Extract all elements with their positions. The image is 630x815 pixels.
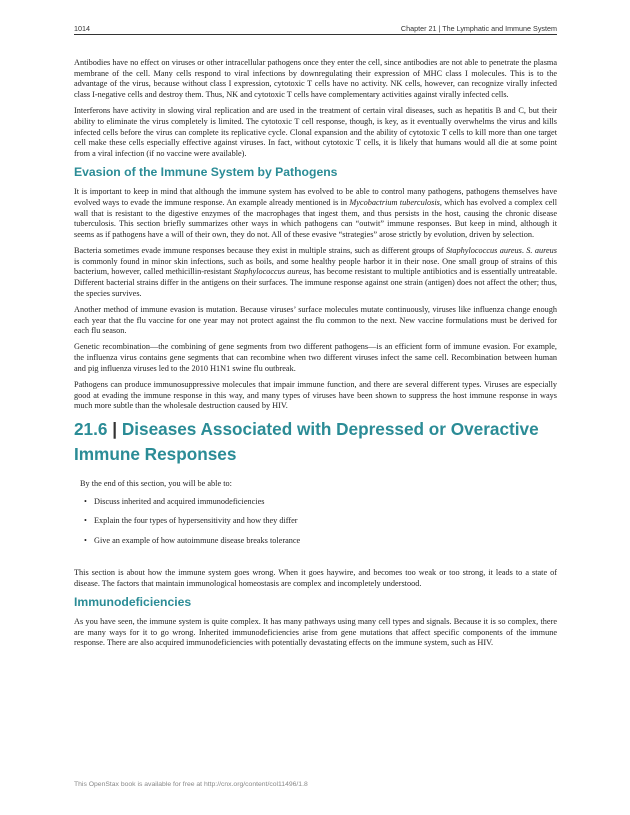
section-title-line-2: Immune Responses xyxy=(74,444,237,465)
page-footer: This OpenStax book is available for free at http://cnx.org/content/col11496/1.8 xyxy=(74,781,308,788)
section-number: 21.6 xyxy=(74,419,108,440)
bullet-icon: • xyxy=(84,516,87,526)
objective-item xyxy=(80,497,557,508)
species-name: Staphylococcus aureus xyxy=(446,246,522,256)
text-run: Bacteria sometimes evade immune responses because they exist in multiple strains, such as different groups of xyxy=(74,246,447,256)
section-intro-paragraph: This section is about how the immune system goes wrong. When it goes haywire, and becomes too weak or too strong, it leads to a state of disease. The factors that maintain immunological homeostasis are complex and incompletely understood. xyxy=(74,568,557,588)
text-run: It is important to keep in mind that although the immune system has evolved to be able to control many pathogens, pathogens themselves have evolved ways to evade the immune response. An example already mentioned is in xyxy=(74,187,557,207)
section-separator: | xyxy=(112,419,118,440)
section-heading xyxy=(74,417,557,467)
objective-text: Give an example of how autoimmune disease breaks tolerance xyxy=(94,535,301,545)
body-paragraph: Interferons have activity in slowing viral replication and are used in the treatment of certain viral diseases, such as hepatitis B and C, but their ability to eliminate the virus completely is limited. The cytotoxic T cell response, though, is key, as it eventually overwhelms the virus and kills infected cells before the virus can complete its replicative cycle. Clonal expansion and the ability of cytotoxic T cells to kill more than one target cell make these cells especially effective against viruses. In fact, without cytotoxic T cells, it is likely that humans would all die at some point from a viral infection (if no vaccine were available). xyxy=(74,106,557,159)
objectives-list xyxy=(80,497,557,546)
page-number: 1014 xyxy=(74,24,90,33)
chapter-title: Chapter 21 | The Lymphatic and Immune System xyxy=(400,24,557,33)
evasion-paragraph-2 xyxy=(74,246,557,300)
text-run: is commonly found in minor skin infections, such as boils, and some healthy people harbor it in their nose. One small group of strains of this bacterium, however, called methicillin-resistant xyxy=(74,256,557,277)
objective-text: Discuss inherited and acquired immunodeficiencies xyxy=(94,497,265,507)
objective-text: Explain the four types of hypersensitivity and how they differ xyxy=(94,516,298,526)
page-body xyxy=(74,58,557,655)
evasion-paragraph-1 xyxy=(74,187,557,241)
objective-item xyxy=(80,516,557,527)
body-paragraph: Antibodies have no effect on viruses or other intracellular pathogens once they enter the cell, since antibodies are not able to penetrate the plasma membrane of the cell. Many cells respond to viral infections by downregulating their expression of MHC class I molecules. This is to the advantage of the virus, because without class I expression, cytotoxic T cells have no activity. NK cells, however, can recognize virally infected class I-negative cells and destroy them. Thus, NK and cytotoxic T cells have complementary activities against virally infected cells. xyxy=(74,58,557,100)
learning-objectives xyxy=(80,479,557,546)
objectives-intro: By the end of this section, you will be able to: xyxy=(80,479,232,489)
immunodeficiencies-paragraph: As you have seen, the immune system is quite complex. It has many pathways using many cell types and signals. Because it is so complex, there are many ways for it to go wrong. Inherited immunodeficiencies arise from gene mutations that affect specific components of the immune response. There are also acquired immunodeficiencies with potentially devastating effects on the immune system, such as HIV. xyxy=(74,617,557,648)
evasion-paragraph-4: Genetic recombination—the combining of gene segments from two different pathogens—is an efficient form of immune evasion. For example, the influenza virus contains gene segments that can recombine when two different viruses infect the same cell. Recombination between human and pig influenza viruses led to the 2010 H1N1 swine flu outbreak. xyxy=(74,342,557,373)
species-name: S. aureus xyxy=(526,246,558,256)
section-title-line-1: Diseases Associated with Depressed or Overactive xyxy=(121,419,539,440)
species-name: Mycobactrium tuberculosis xyxy=(349,197,440,207)
evasion-paragraph-5: Pathogens can produce immunosuppressive molecules that impair immune function, and there are several different types. Viruses are especially good at evading the immune response in this way, and many types of viruses have been shown to suppress the host immune response in ways much more subtle than the wholesale destruction caused by HIV. xyxy=(74,379,557,411)
text-run: . xyxy=(521,246,527,256)
text-run: , which has evolved a complex cell wall that is resistant to the digestive enzymes of the macrophages that ingest them, and thus persists in the host, causing the chronic disease tuberculosis. This section briefly summarizes other ways in which pathogens can “outwit” immune responses. But keep in mind, although it seems as if pathogens have a will of their own, they do not. All of these evasive “strategies” arose strictly by evolution, driven by selection. xyxy=(74,197,557,239)
bullet-icon: • xyxy=(84,535,87,545)
objective-item xyxy=(80,536,557,547)
species-name: Staphylococcus aureus xyxy=(233,267,310,277)
bullet-icon: • xyxy=(84,497,87,507)
text-run: , has become resistant to multiple antibiotics and is essentially untreatable. Different bacterial strains differ in the antigens on their surfaces. The immune response against one strain (antigen) does not affect the other; thus, the species survives. xyxy=(74,267,558,298)
immunodeficiencies-heading: Immunodeficiencies xyxy=(74,595,192,610)
evasion-heading: Evasion of the Immune System by Pathogens xyxy=(74,165,338,180)
header-rule xyxy=(74,34,557,35)
evasion-paragraph-3: Another method of immune evasion is mutation. Because viruses’ surface molecules mutate continuously, viruses like influenza change enough each year that the flu vaccine for one year may not protect against the flu common to the next. New vaccine formulations must be derived for each flu season. xyxy=(74,304,557,336)
